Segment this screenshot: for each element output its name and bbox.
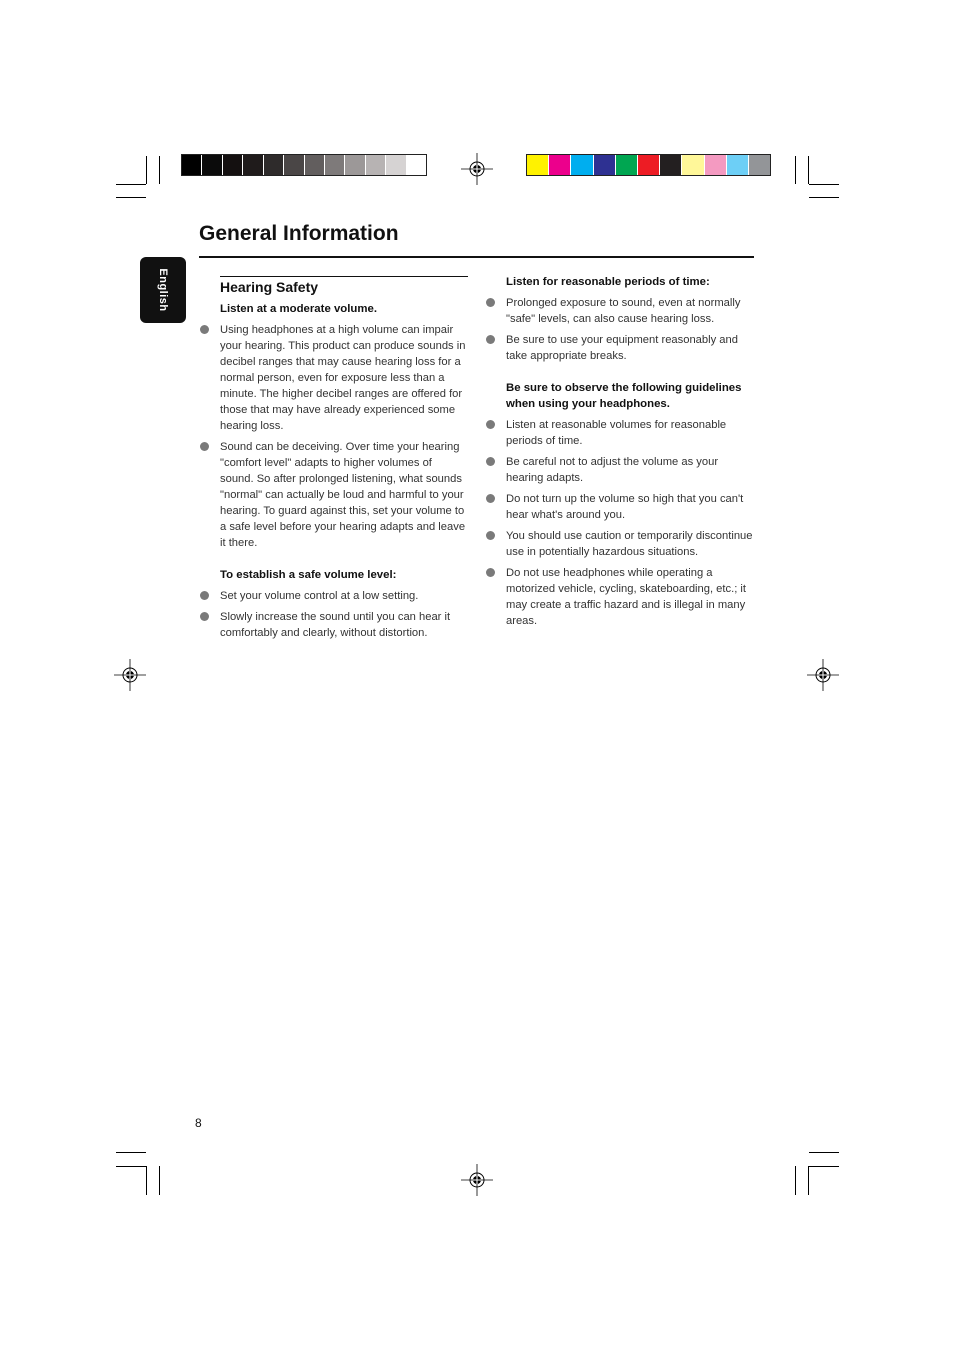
- color-swatch: [223, 155, 243, 175]
- color-swatch: [616, 155, 638, 175]
- crop-mark: [116, 184, 146, 185]
- color-swatch: [284, 155, 304, 175]
- bullet-icon: [200, 442, 209, 451]
- crop-mark: [146, 1166, 147, 1195]
- grayscale-color-bar: [181, 154, 427, 176]
- list-item: Be sure to use your equipment reasonably and take appropriate breaks.: [506, 332, 754, 364]
- bullet-list: [220, 322, 468, 551]
- language-tab: [140, 257, 186, 323]
- bullet-icon: [486, 531, 495, 540]
- list-item: Slowly increase the sound until you can hear it comfortably and clearly, without distortion.: [220, 609, 468, 641]
- crosshair-target-icon: [114, 659, 146, 691]
- list-item: Prolonged exposure to sound, even at normally "safe" levels, can also cause hearing loss.: [506, 295, 754, 327]
- color-swatch: [366, 155, 386, 175]
- crop-mark: [146, 156, 147, 184]
- list-item: Set your volume control at a low setting.: [220, 588, 468, 604]
- color-swatch: [571, 155, 593, 175]
- crop-mark: [809, 197, 839, 198]
- subheading: Be sure to observe the following guidelines when using your headphones.: [506, 382, 742, 410]
- crop-mark: [809, 1152, 839, 1153]
- color-swatch: [202, 155, 222, 175]
- color-swatch: [727, 155, 749, 175]
- bullet-icon: [486, 494, 495, 503]
- color-swatch: [682, 155, 704, 175]
- crop-mark: [795, 1166, 796, 1195]
- crop-mark: [159, 1166, 160, 1195]
- crosshair-target-icon: [807, 659, 839, 691]
- bullet-list: [506, 417, 754, 629]
- color-swatch: [264, 155, 284, 175]
- crop-mark: [808, 1166, 809, 1195]
- color-swatch: [407, 155, 426, 175]
- bullet-icon: [200, 325, 209, 334]
- bullet-icon: [486, 457, 495, 466]
- section-rule: [220, 276, 468, 277]
- bullet-icon: [200, 612, 209, 621]
- color-swatch: [305, 155, 325, 175]
- bullet-icon: [486, 420, 495, 429]
- subheading: Listen for reasonable periods of time:: [506, 276, 710, 288]
- crop-mark: [116, 197, 146, 198]
- language-tab-label: English: [157, 268, 169, 312]
- bullet-icon: [486, 298, 495, 307]
- color-swatch: [345, 155, 365, 175]
- crop-mark: [116, 1152, 146, 1153]
- color-swatch: [705, 155, 727, 175]
- bullet-list: [220, 588, 468, 641]
- color-swatch: [749, 155, 770, 175]
- crop-mark: [809, 1166, 839, 1167]
- list-item: Sound can be deceiving. Over time your hearing "comfort level" adapts to higher volumes of sound. So after prolonged listening, what sounds "normal" can actually be loud and harmful to your hearing. To guard against this, set your volume to a safe level before your hearing adapts and leave it there.: [220, 439, 468, 551]
- bullet-icon: [486, 568, 495, 577]
- list-item: You should use caution or temporarily discontinue use in potentially hazardous situations.: [506, 528, 754, 560]
- crop-mark: [809, 184, 839, 185]
- cmyk-color-bar: [526, 154, 771, 176]
- color-swatch: [325, 155, 345, 175]
- section-heading: Hearing Safety: [220, 279, 319, 295]
- color-swatch: [182, 155, 202, 175]
- bullet-icon: [486, 335, 495, 344]
- crop-mark: [808, 156, 809, 184]
- crop-mark: [795, 156, 796, 184]
- list-item: Do not use headphones while operating a motorized vehicle, cycling, skateboarding, etc.; it may create a traffic hazard and is illegal in many areas.: [506, 565, 754, 629]
- left-column: [220, 276, 468, 646]
- color-swatch: [243, 155, 263, 175]
- color-swatch: [594, 155, 616, 175]
- right-column: [506, 274, 754, 634]
- color-swatch: [386, 155, 406, 175]
- list-item: Be careful not to adjust the volume as your hearing adapts.: [506, 454, 754, 486]
- list-item: Do not turn up the volume so high that you can't hear what's around you.: [506, 491, 754, 523]
- color-swatch: [549, 155, 571, 175]
- color-swatch: [638, 155, 660, 175]
- title-rule: [199, 256, 754, 258]
- subheading: To establish a safe volume level:: [220, 569, 397, 581]
- bullet-list: [506, 295, 754, 364]
- color-swatch: [527, 155, 549, 175]
- subheading: Listen at a moderate volume.: [220, 303, 377, 315]
- color-swatch: [660, 155, 682, 175]
- list-item: Listen at reasonable volumes for reasonable periods of time.: [506, 417, 754, 449]
- crop-mark: [159, 156, 160, 184]
- crop-mark: [116, 1166, 146, 1167]
- page-title: General Information: [199, 222, 399, 245]
- page-number: 8: [195, 1116, 202, 1130]
- bullet-icon: [200, 591, 209, 600]
- crosshair-target-icon: [461, 153, 493, 185]
- list-item: Using headphones at a high volume can impair your hearing. This product can produce sounds in decibel ranges that may cause hearing loss for a normal person, even for exposure less than a minute. The higher decibel ranges are offered for those that may have already experienced some hearing loss.: [220, 322, 468, 434]
- crosshair-target-icon: [461, 1164, 493, 1196]
